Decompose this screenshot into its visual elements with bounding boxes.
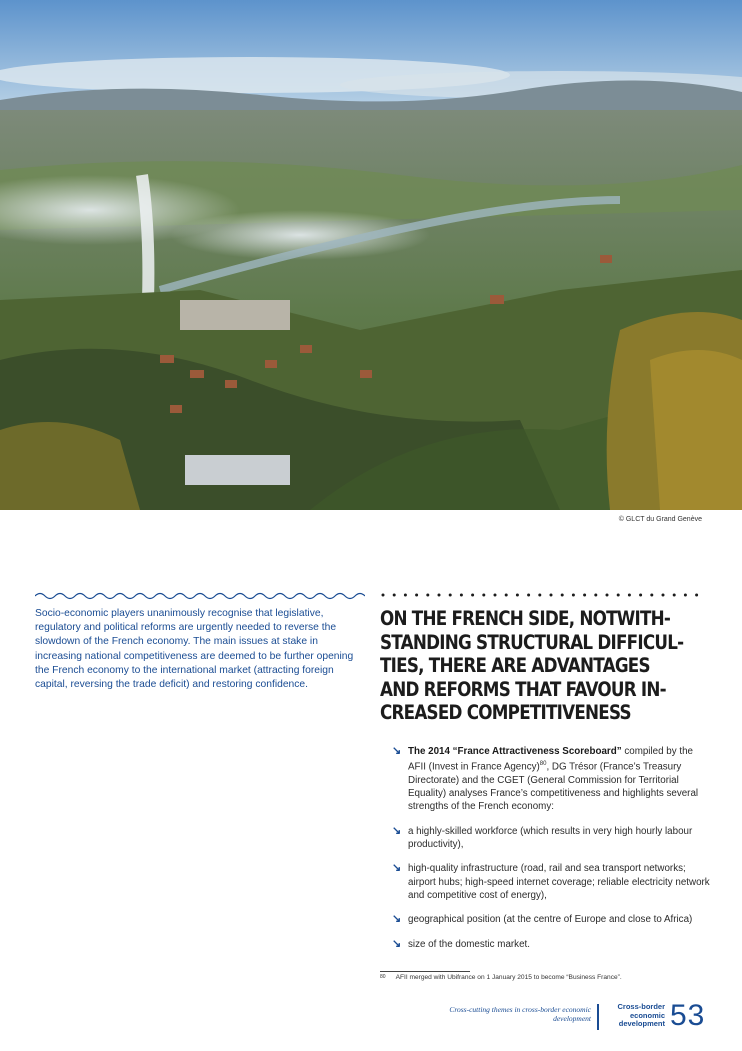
- footnote-ref[interactable]: 80: [539, 761, 547, 768]
- intro-paragraph: Socio-economic players unanimously recognise that legislative, regulatory and political reforms are urgently needed to reverse the slowdown of the French economy. The main issues at stake in increasing national competitiveness are deemed to be further opening the French economy to the international market (attracting foreign capital, reversing the trade deficit) and restoring confidence.: [35, 608, 354, 691]
- arrow-down-right-icon: ↘: [392, 824, 402, 837]
- list-item-text: high-quality infrastructure (road, rail and sea transport networks; airport hubs; high-speed internet coverage; reliable electricity network and competitive cost of energy),: [408, 863, 710, 901]
- arrow-down-right-icon: ↘: [392, 862, 402, 875]
- list-item: [392, 938, 710, 951]
- footnote-number: 80: [380, 974, 386, 980]
- arrow-down-right-icon: ↘: [392, 937, 402, 950]
- headline-line: ON THE FRENCH SIDE, NOTWITH-: [380, 607, 671, 630]
- footer-caption: Cross-cutting themes in cross-border economic development: [449, 1005, 591, 1023]
- list-item: [392, 913, 710, 926]
- scoreboard-title: The 2014 “France Attractiveness Scoreboard”: [408, 746, 622, 757]
- footnote-rule: [380, 971, 470, 972]
- strengths-list: [392, 745, 710, 962]
- wave-divider: [35, 591, 365, 601]
- footer-section-title: [604, 1003, 665, 1029]
- page-number: 53: [670, 999, 706, 1032]
- arrow-down-right-icon: ↘: [392, 913, 402, 926]
- dotted-divider: [380, 591, 710, 599]
- headline-line: CREASED COMPETITIVENESS: [380, 701, 631, 725]
- list-item-text: a highly-skilled workforce (which results in very high hourly labour productivity),: [408, 825, 693, 851]
- footer-divider: [597, 1004, 599, 1030]
- footnote-text: AFII merged with Ubifrance on 1 January 2015 to become “Business France”.: [395, 974, 622, 981]
- photo-credit: © GLCT du Grand Genève: [618, 516, 702, 523]
- landscape-photo-icon: [0, 0, 742, 510]
- list-item-text: geographical position (at the centre of Europe and close to Africa): [408, 914, 693, 926]
- list-item-text: , DG Trésor (France’s Treasury Directorate) and the CGET (General Commission for Territorial Equality) analyses France’s competitiveness and highlights several strengths of the French economy:: [408, 761, 699, 813]
- headline-line: TIES, THERE ARE ADVANTAGES: [380, 654, 650, 678]
- footer-section-line: development: [618, 1019, 665, 1029]
- footer-section-line: economic: [629, 1010, 665, 1020]
- footnote: [380, 974, 622, 981]
- list-item: [392, 745, 710, 814]
- headline-line: AND REFORMS THAT FAVOUR IN-: [380, 677, 666, 701]
- headline-line: STANDING STRUCTURAL DIFFICUL-: [380, 630, 684, 654]
- list-item-text: size of the domestic market.: [408, 938, 530, 950]
- list-item: [392, 862, 710, 902]
- footer-section-line: Cross-border: [617, 1002, 665, 1011]
- landscape-photo: [0, 0, 742, 510]
- list-item-text: compiled by the AFII (Invest in France Agency): [408, 746, 693, 773]
- section-headline: [380, 607, 684, 725]
- arrow-down-right-icon: ↘: [392, 745, 402, 757]
- list-item: [392, 825, 710, 852]
